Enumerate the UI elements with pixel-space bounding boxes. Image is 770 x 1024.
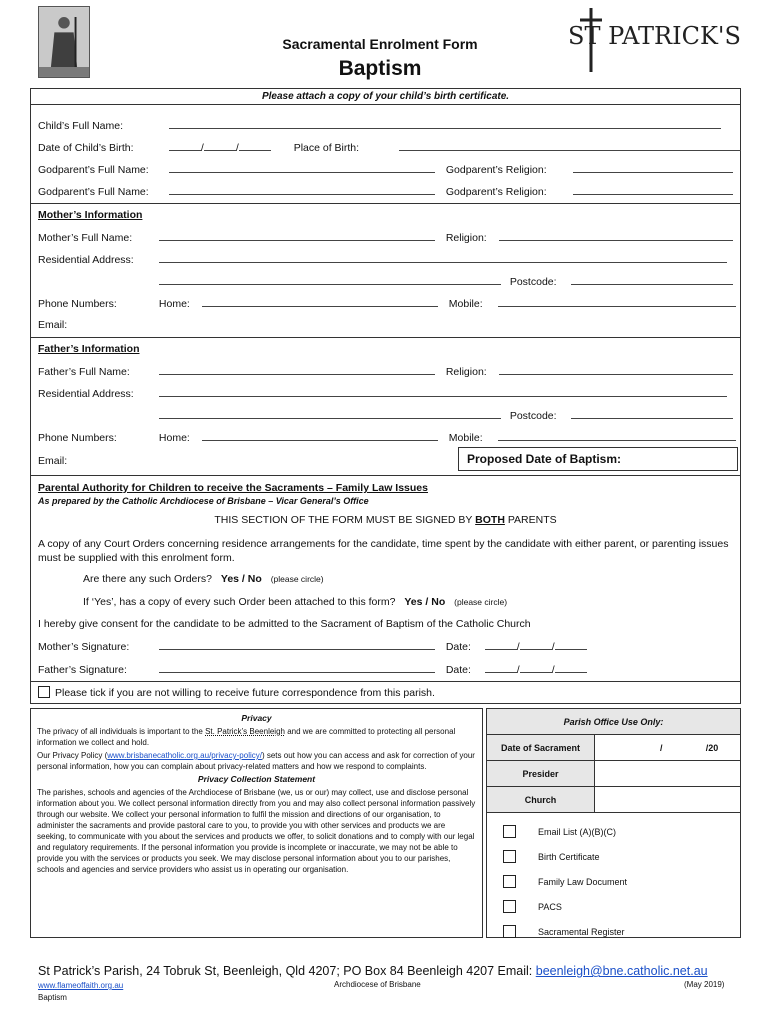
saint-patrick-image xyxy=(38,6,90,78)
both-emphasis: BOTH xyxy=(475,514,505,526)
orders-yes-no[interactable]: Yes / No xyxy=(220,573,262,585)
office-checkbox[interactable] xyxy=(503,925,516,938)
mother-postcode-field[interactable] xyxy=(571,275,733,285)
privacy-paragraph-1: The privacy of all individuals is important to the St. Patrick’s Beenleigh and we are committed to protecting all personal information we collect and hold. xyxy=(37,727,456,747)
office-checklist xyxy=(487,813,740,944)
saint-figure-icon xyxy=(39,7,89,77)
opt-out-label: Please tick if you are not willing to receive future correspondence from this parish. xyxy=(55,687,435,699)
father-date-label: Date: xyxy=(445,664,471,676)
child-name-row xyxy=(38,119,721,132)
parish-office-box xyxy=(486,708,741,938)
mother-date-year[interactable] xyxy=(555,640,587,650)
date-of-sacrament-label: Date of Sacrament xyxy=(487,735,595,760)
father-address-field[interactable] xyxy=(159,387,727,397)
mother-signature-label: Mother’s Signature: xyxy=(38,641,130,653)
mother-phone-label: Phone Numbers: xyxy=(38,298,117,310)
divider xyxy=(31,203,740,204)
father-signature-row: Father’s Signature: Date: / / xyxy=(38,663,587,676)
mother-signature-field[interactable] xyxy=(159,640,435,650)
dob-day-field[interactable] xyxy=(169,141,201,151)
attach-note: Please attach a copy of your child’s birth certificate. xyxy=(31,89,740,105)
father-postcode-label: Postcode: xyxy=(509,410,557,422)
mother-mobile-label: Mobile: xyxy=(448,298,483,310)
mother-email-row xyxy=(38,319,67,331)
privacy-collection-heading: Privacy Collection Statement xyxy=(197,774,316,784)
father-home-field[interactable] xyxy=(202,431,438,441)
office-title: Parish Office Use Only: xyxy=(487,709,740,735)
father-postcode-field[interactable] xyxy=(571,409,733,419)
godparent-row-2 xyxy=(38,185,733,198)
mother-home-label: Home: xyxy=(158,298,190,310)
mother-signature-row: Mother’s Signature: Date: / / xyxy=(38,640,587,653)
orders-question xyxy=(83,573,324,585)
father-home-label: Home: xyxy=(158,432,190,444)
mother-name-row xyxy=(38,231,733,244)
father-religion-label: Religion: xyxy=(445,366,487,378)
father-address-label: Residential Address: xyxy=(38,388,134,400)
presider-label: Presider xyxy=(487,761,595,786)
footer-address: St Patrick’s Parish, 24 Tobruk St, Beenleigh, Qld 4207; PO Box 84 Beenleigh 4207 Email: beenleigh@bne.catholic.net.au xyxy=(38,964,708,978)
office-checkbox[interactable] xyxy=(503,825,516,838)
godparent-2-name-field[interactable] xyxy=(169,185,435,195)
opt-out-row xyxy=(38,686,435,699)
mother-section-heading: Mother’s Information xyxy=(38,209,143,221)
child-name-label: Child’s Full Name: xyxy=(38,120,123,132)
godparent-religion-label: Godparent’s Religion: xyxy=(445,186,547,198)
dob-year-field[interactable] xyxy=(239,141,271,151)
divider xyxy=(31,681,740,682)
form-subtitle: Baptism xyxy=(338,57,422,80)
office-checkbox[interactable] xyxy=(503,900,516,913)
child-name-field[interactable] xyxy=(169,119,721,129)
mother-address-row-2 xyxy=(38,275,733,288)
mother-mobile-field[interactable] xyxy=(498,297,736,307)
father-date-year[interactable] xyxy=(555,663,587,673)
privacy-policy-link[interactable]: www.brisbanecatholic.org.au/privacy-policy/ xyxy=(107,751,262,760)
father-name-field[interactable] xyxy=(159,365,435,375)
father-signature-label: Father’s Signature: xyxy=(38,664,127,676)
mother-address-label: Residential Address: xyxy=(38,254,134,266)
court-orders-paragraph: A copy of any Court Orders concerning residence arrangements for the candidate, time spent by the candidate with either parent, or parenting issues must be supplied with this enrolment form. xyxy=(38,538,729,564)
footer-form-name: Baptism xyxy=(38,993,67,1002)
orders-attached-question xyxy=(83,596,507,608)
footer-left xyxy=(38,980,123,1004)
office-church-row xyxy=(487,787,740,813)
footer-website-link[interactable]: www.flameoffaith.org.au xyxy=(38,981,124,990)
mother-address-field-2[interactable] xyxy=(159,275,501,285)
office-presider-row xyxy=(487,761,740,787)
church-field[interactable] xyxy=(595,787,740,812)
godparent-1-religion-field[interactable] xyxy=(573,163,733,173)
child-dob-row: Date of Child’s Birth: / / Place of Birth: xyxy=(38,141,741,154)
godparent-name-label: Godparent’s Full Name: xyxy=(38,186,149,198)
divider xyxy=(31,337,740,338)
must-sign-note: THIS SECTION OF THE FORM MUST BE SIGNED BY BOTH PARENTS xyxy=(214,514,557,526)
mother-name-field[interactable] xyxy=(159,231,435,241)
father-address-field-2[interactable] xyxy=(159,409,501,419)
mother-home-field[interactable] xyxy=(202,297,438,307)
orders-question-text: Are there any such Orders? xyxy=(83,573,212,585)
father-religion-field[interactable] xyxy=(499,365,733,375)
father-name-label: Father’s Full Name: xyxy=(38,366,130,378)
place-of-birth-label: Place of Birth: xyxy=(293,142,360,154)
godparent-religion-label: Godparent’s Religion: xyxy=(445,164,547,176)
st-patricks-logo xyxy=(566,6,756,74)
office-check-item: Email List (A)(B)(C) xyxy=(503,819,740,844)
father-date-day[interactable] xyxy=(485,663,517,673)
form-title: Sacramental Enrolment Form xyxy=(282,36,478,52)
place-of-birth-field[interactable] xyxy=(399,141,741,151)
mother-date-month[interactable] xyxy=(520,640,552,650)
footer-date: (May 2019) xyxy=(684,980,725,989)
footer-email-link[interactable]: beenleigh@bne.catholic.net.au xyxy=(535,964,708,978)
orders-attached-text: If ‘Yes’, has a copy of every such Order been attached to this form? xyxy=(83,596,396,608)
father-email-row xyxy=(38,455,67,467)
office-date-row xyxy=(487,735,740,761)
orders-hint: (please circle) xyxy=(270,574,324,584)
orders-attached-hint: (please circle) xyxy=(454,597,508,607)
mother-religion-label: Religion: xyxy=(445,232,487,244)
father-email-label: Email: xyxy=(38,455,68,467)
father-phone-row xyxy=(38,431,736,444)
mother-postcode-label: Postcode: xyxy=(509,276,557,288)
parental-authority-heading: Parental Authority for Children to receive the Sacraments – Family Law Issues xyxy=(38,482,428,494)
privacy-paragraph-2: Our Privacy Policy (www.brisbanecatholic.org.au/privacy-policy/) sets out how you can access and ask for correction of your personal information, how you can complain about privacy-related matters and how we respond to complaints. xyxy=(37,751,475,771)
father-phone-label: Phone Numbers: xyxy=(38,432,117,444)
office-check-item: PACS xyxy=(503,894,740,919)
office-checkbox[interactable] xyxy=(503,850,516,863)
logo-text: ST PATRICK'S xyxy=(568,22,741,50)
father-address-row-2 xyxy=(38,409,733,422)
father-section-heading: Father’s Information xyxy=(38,343,140,355)
godparent-1-name-field[interactable] xyxy=(169,163,435,173)
office-check-item: Sacramental Register xyxy=(503,919,740,944)
orders-attached-yes-no[interactable]: Yes / No xyxy=(404,596,446,608)
presider-field[interactable] xyxy=(595,761,740,786)
parish-name-link: St. Patrick’s Beenleigh xyxy=(205,727,285,736)
godparent-row-1 xyxy=(38,163,733,176)
father-address-row xyxy=(38,387,727,400)
mother-name-label: Mother’s Full Name: xyxy=(38,232,133,244)
child-dob-label: Date of Child’s Birth: xyxy=(38,142,134,154)
father-date-month[interactable] xyxy=(520,663,552,673)
office-check-item: Birth Certificate xyxy=(503,844,740,869)
father-name-row xyxy=(38,365,733,378)
opt-out-checkbox[interactable] xyxy=(38,686,50,698)
mother-date-day[interactable] xyxy=(485,640,517,650)
mother-date-label: Date: xyxy=(445,641,471,653)
prepared-by-note: As prepared by the Catholic Archdiocese of Brisbane – Vicar General’s Office xyxy=(38,496,369,506)
mother-phone-row xyxy=(38,297,736,310)
privacy-paragraph-3: The parishes, schools and agencies of the Archdiocese of Brisbane (we, us or our) may collect, use and disclose personal information about you. We collect personal information directly from you and may also collect personal information passively through our website. We collect your personal information to fulfil the mission and directions of our organisation, to administer the sacraments and provide pastoral care to you, to provide you with other services and products we are seeking, to communicate with you about the services and products we offer, to solicit donations and to comply with our legal and regulatory requirements. If the personal information you provide is incomplete or inaccurate, we may not be able to provide you with the services or products you seek. We may disclose personal information about you to our parishes, schools and agencies and service providers who assist us in operating our organisation. xyxy=(37,788,476,874)
father-mobile-field[interactable] xyxy=(498,431,736,441)
proposed-date-box[interactable]: Proposed Date of Baptism: xyxy=(458,447,738,471)
church-label: Church xyxy=(487,787,595,812)
father-mobile-label: Mobile: xyxy=(448,432,483,444)
father-signature-field[interactable] xyxy=(159,663,435,673)
footer-archdiocese: Archdiocese of Brisbane xyxy=(334,980,421,989)
mother-address-field[interactable] xyxy=(159,253,727,263)
mother-email-label: Email: xyxy=(38,319,68,331)
mother-religion-field[interactable] xyxy=(499,231,733,241)
godparent-name-label: Godparent’s Full Name: xyxy=(38,164,149,176)
dob-month-field[interactable] xyxy=(204,141,236,151)
office-checkbox[interactable] xyxy=(503,875,516,888)
privacy-heading: Privacy xyxy=(241,713,272,723)
divider xyxy=(31,475,740,476)
godparent-2-religion-field[interactable] xyxy=(573,185,733,195)
privacy-box xyxy=(30,708,483,938)
office-check-item: Family Law Document xyxy=(503,869,740,894)
enrolment-form xyxy=(30,88,741,704)
date-of-sacrament-field[interactable]: / /20 xyxy=(659,742,719,753)
consent-statement: I hereby give consent for the candidate to be admitted to the Sacrament of Baptism of the Catholic Church xyxy=(38,618,531,630)
mother-address-row xyxy=(38,253,727,266)
